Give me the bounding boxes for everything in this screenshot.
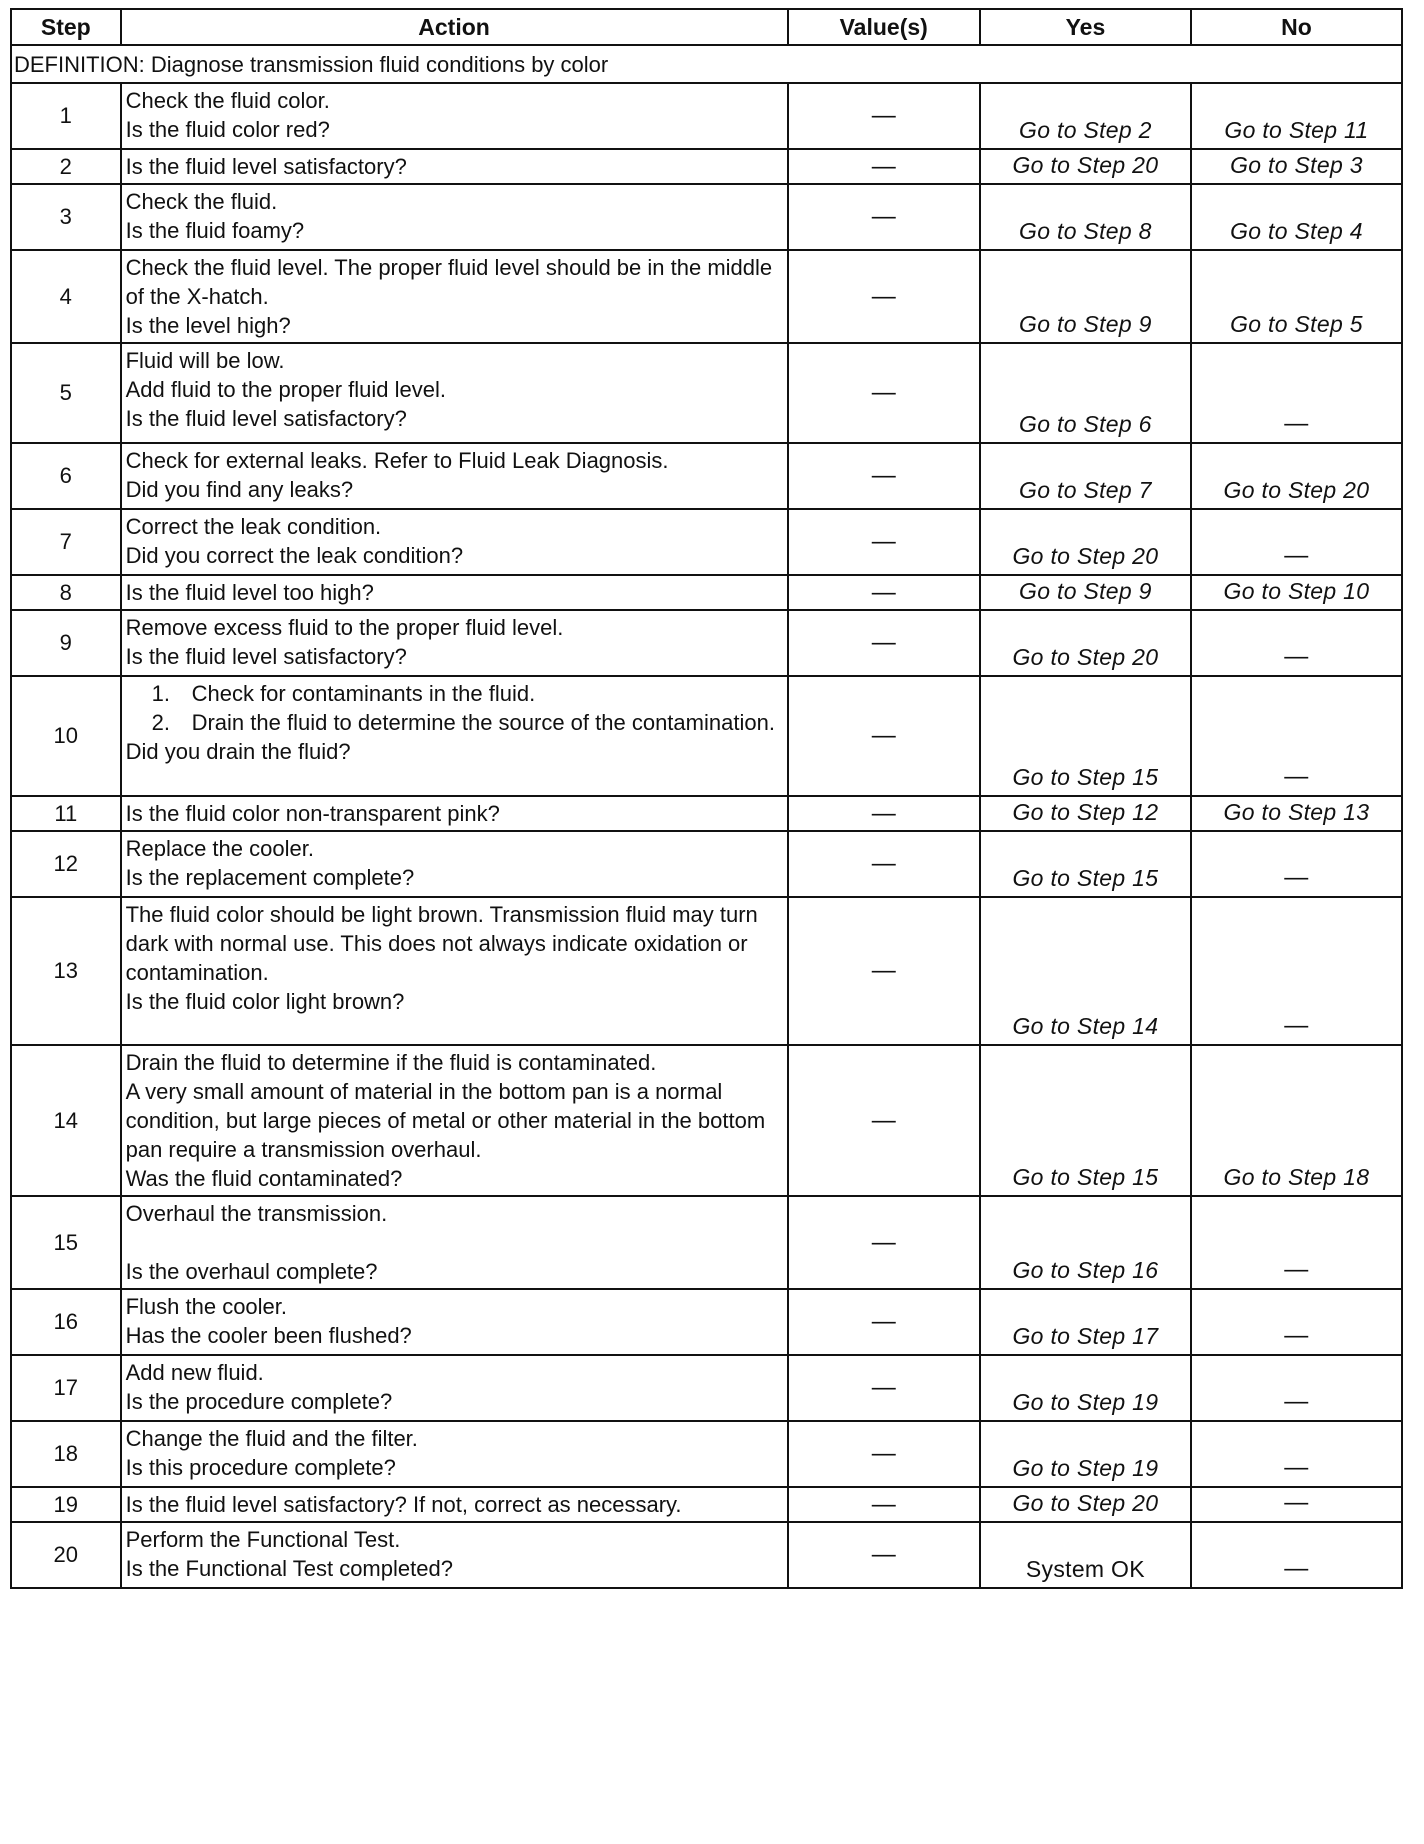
no-cell: — — [1191, 831, 1402, 897]
action-line: Is the fluid level satisfactory? — [125, 644, 407, 669]
table-body — [11, 45, 1402, 1588]
value-cell: — — [788, 443, 980, 509]
step-number: 12 — [11, 831, 121, 897]
yes-cell: Go to Step 17 — [980, 1289, 1191, 1355]
diagnostic-table — [10, 8, 1403, 1589]
no-cell: Go to Step 5 — [1191, 250, 1402, 343]
action-line: Is the fluid color red? — [125, 117, 330, 142]
action-line: Is the fluid foamy? — [125, 218, 305, 243]
value-cell: — — [788, 1522, 980, 1588]
action-line: Add fluid to the proper fluid level. — [125, 377, 447, 402]
yes-cell: Go to Step 20 — [980, 610, 1191, 676]
action-cell — [121, 509, 788, 575]
action-line: Is the replacement complete? — [125, 865, 415, 890]
no-cell: Go to Step 20 — [1191, 443, 1402, 509]
yes-cell: Go to Step 19 — [980, 1421, 1191, 1487]
action-line: Did you drain the fluid? — [125, 739, 351, 764]
table-row — [11, 1196, 1402, 1289]
action-line: Did you correct the leak condition? — [125, 543, 464, 568]
yes-cell: Go to Step 9 — [980, 575, 1191, 610]
no-cell: — — [1191, 1196, 1402, 1289]
action-cell — [121, 897, 788, 1045]
yes-cell: Go to Step 20 — [980, 509, 1191, 575]
table-row — [11, 184, 1402, 250]
action-cell — [121, 610, 788, 676]
action-line: Drain the fluid to determine if the fluid is contaminated. — [125, 1050, 657, 1075]
list-number: 2. — [151, 710, 170, 735]
action-line: Remove excess fluid to the proper fluid level. — [125, 615, 564, 640]
yes-cell: Go to Step 19 — [980, 1355, 1191, 1421]
yes-cell: Go to Step 9 — [980, 250, 1191, 343]
table-row — [11, 610, 1402, 676]
table-row — [11, 897, 1402, 1045]
table-row — [11, 575, 1402, 610]
yes-cell: Go to Step 15 — [980, 1045, 1191, 1196]
action-line: Is the fluid level satisfactory? — [125, 154, 407, 179]
no-cell: — — [1191, 676, 1402, 796]
yes-cell: Go to Step 8 — [980, 184, 1191, 250]
table-row — [11, 83, 1402, 149]
header-no: No — [1191, 9, 1402, 45]
action-cell — [121, 1522, 788, 1588]
yes-cell: Go to Step 15 — [980, 831, 1191, 897]
value-cell: — — [788, 1289, 980, 1355]
step-number: 1 — [11, 83, 121, 149]
action-line: Overhaul the transmission. — [125, 1201, 388, 1226]
action-line: Is the fluid color non-transparent pink? — [125, 801, 500, 826]
action-line: Check the fluid color. — [125, 88, 330, 113]
yes-cell: Go to Step 16 — [980, 1196, 1191, 1289]
yes-cell: Go to Step 15 — [980, 676, 1191, 796]
action-line: Replace the cooler. — [125, 836, 314, 861]
yes-cell: Go to Step 6 — [980, 343, 1191, 443]
action-line: The fluid color should be light brown. Transmission fluid may turn dark with normal use. This does not always indicate oxidation or contamination. — [125, 902, 758, 985]
step-number: 2 — [11, 149, 121, 184]
definition-text: DEFINITION: Diagnose transmission fluid conditions by color — [11, 45, 1402, 83]
action-cell — [121, 1421, 788, 1487]
table-row — [11, 1522, 1402, 1588]
action-cell — [121, 575, 788, 610]
value-cell: — — [788, 509, 980, 575]
action-cell — [121, 83, 788, 149]
action-cell — [121, 343, 788, 443]
table-row — [11, 443, 1402, 509]
no-cell: — — [1191, 343, 1402, 443]
action-line: Change the fluid and the filter. — [125, 1426, 418, 1451]
value-cell: — — [788, 1421, 980, 1487]
step-number: 20 — [11, 1522, 121, 1588]
no-cell: — — [1191, 1289, 1402, 1355]
no-cell: Go to Step 3 — [1191, 149, 1402, 184]
step-number: 7 — [11, 509, 121, 575]
no-cell: Go to Step 4 — [1191, 184, 1402, 250]
no-cell: Go to Step 10 — [1191, 575, 1402, 610]
action-line — [126, 1228, 783, 1257]
value-cell: — — [788, 796, 980, 831]
yes-cell: Go to Step 14 — [980, 897, 1191, 1045]
action-line: Is the overhaul complete? — [125, 1259, 378, 1284]
header-step: Step — [11, 9, 121, 45]
header-values: Value(s) — [788, 9, 980, 45]
value-cell: — — [788, 1487, 980, 1522]
step-number: 10 — [11, 676, 121, 796]
action-line: Is this procedure complete? — [125, 1455, 396, 1480]
value-cell: — — [788, 610, 980, 676]
step-number: 3 — [11, 184, 121, 250]
action-cell — [121, 184, 788, 250]
action-cell — [121, 796, 788, 831]
yes-cell: Go to Step 2 — [980, 83, 1191, 149]
list-text: Check for contaminants in the fluid. — [191, 681, 536, 706]
action-cell — [121, 1045, 788, 1196]
step-number: 5 — [11, 343, 121, 443]
value-cell: — — [788, 676, 980, 796]
no-cell: — — [1191, 1421, 1402, 1487]
table-row — [11, 1289, 1402, 1355]
value-cell: — — [788, 184, 980, 250]
step-number: 19 — [11, 1487, 121, 1522]
definition-row — [11, 45, 1402, 83]
yes-cell: System OK — [980, 1522, 1191, 1588]
yes-cell: Go to Step 12 — [980, 796, 1191, 831]
header-row — [11, 9, 1402, 45]
action-line: A very small amount of material in the bottom pan is a normal condition, but large pieces of metal or other material in the bottom pan require a transmission overhaul. — [125, 1079, 766, 1162]
yes-cell: Go to Step 20 — [980, 149, 1191, 184]
table-row — [11, 343, 1402, 443]
action-line: Is the fluid level too high? — [125, 580, 374, 605]
action-cell — [121, 1355, 788, 1421]
value-cell: — — [788, 149, 980, 184]
action-line: Is the Functional Test completed? — [125, 1556, 453, 1581]
value-cell: — — [788, 1196, 980, 1289]
value-cell: — — [788, 250, 980, 343]
no-cell: Go to Step 13 — [1191, 796, 1402, 831]
action-line: Is the procedure complete? — [125, 1389, 393, 1414]
yes-cell: Go to Step 7 — [980, 443, 1191, 509]
no-cell: — — [1191, 610, 1402, 676]
value-cell: — — [788, 83, 980, 149]
table-row — [11, 1421, 1402, 1487]
list-text: Drain the fluid to determine the source of the contamination. — [191, 710, 775, 735]
action-line: Check the fluid level. The proper fluid level should be in the middle of the X-hatch. — [125, 255, 773, 309]
step-number: 4 — [11, 250, 121, 343]
action-list-item — [152, 708, 783, 737]
value-cell: — — [788, 1355, 980, 1421]
header-action: Action — [121, 9, 788, 45]
value-cell: — — [788, 343, 980, 443]
value-cell: — — [788, 897, 980, 1045]
action-line: Has the cooler been flushed? — [125, 1323, 412, 1348]
action-cell — [121, 676, 788, 796]
yes-cell: Go to Step 20 — [980, 1487, 1191, 1522]
list-number: 1. — [151, 681, 170, 706]
action-cell — [121, 1196, 788, 1289]
step-number: 11 — [11, 796, 121, 831]
step-number: 6 — [11, 443, 121, 509]
step-number: 15 — [11, 1196, 121, 1289]
action-cell — [121, 250, 788, 343]
table-row — [11, 250, 1402, 343]
action-cell — [121, 149, 788, 184]
action-line: Check the fluid. — [125, 189, 278, 214]
action-list-item — [152, 679, 783, 708]
action-cell — [121, 1289, 788, 1355]
table-row — [11, 1045, 1402, 1196]
value-cell: — — [788, 575, 980, 610]
step-number: 18 — [11, 1421, 121, 1487]
action-line: Check for external leaks. Refer to Fluid Leak Diagnosis. — [125, 448, 669, 473]
table-row — [11, 1487, 1402, 1522]
table-row — [11, 1355, 1402, 1421]
header-yes: Yes — [980, 9, 1191, 45]
no-cell: — — [1191, 1487, 1402, 1522]
table-row — [11, 676, 1402, 796]
step-number: 9 — [11, 610, 121, 676]
value-cell: — — [788, 1045, 980, 1196]
action-list — [126, 679, 783, 737]
action-line: Is the level high? — [125, 313, 291, 338]
action-cell — [121, 831, 788, 897]
step-number: 8 — [11, 575, 121, 610]
no-cell: Go to Step 18 — [1191, 1045, 1402, 1196]
action-line: Did you find any leaks? — [125, 477, 354, 502]
step-number: 16 — [11, 1289, 121, 1355]
table-row — [11, 509, 1402, 575]
action-line: Is the fluid color light brown? — [125, 989, 405, 1014]
action-line: Perform the Functional Test. — [125, 1527, 401, 1552]
step-number: 13 — [11, 897, 121, 1045]
action-line: Fluid will be low. — [125, 348, 285, 373]
no-cell: — — [1191, 1355, 1402, 1421]
no-cell: Go to Step 11 — [1191, 83, 1402, 149]
action-cell — [121, 1487, 788, 1522]
no-cell: — — [1191, 1522, 1402, 1588]
table-row — [11, 796, 1402, 831]
table-row — [11, 831, 1402, 897]
no-cell: — — [1191, 509, 1402, 575]
action-line: Is the fluid level satisfactory? If not, correct as necessary. — [125, 1492, 682, 1517]
action-cell — [121, 443, 788, 509]
value-cell: — — [788, 831, 980, 897]
step-number: 14 — [11, 1045, 121, 1196]
action-line: Was the fluid contaminated? — [125, 1166, 403, 1191]
action-line: Is the fluid level satisfactory? — [125, 406, 407, 431]
step-number: 17 — [11, 1355, 121, 1421]
no-cell: — — [1191, 897, 1402, 1045]
action-line: Add new fluid. — [125, 1360, 264, 1385]
action-line: Flush the cooler. — [125, 1294, 288, 1319]
action-line: Correct the leak condition. — [125, 514, 382, 539]
table-row — [11, 149, 1402, 184]
